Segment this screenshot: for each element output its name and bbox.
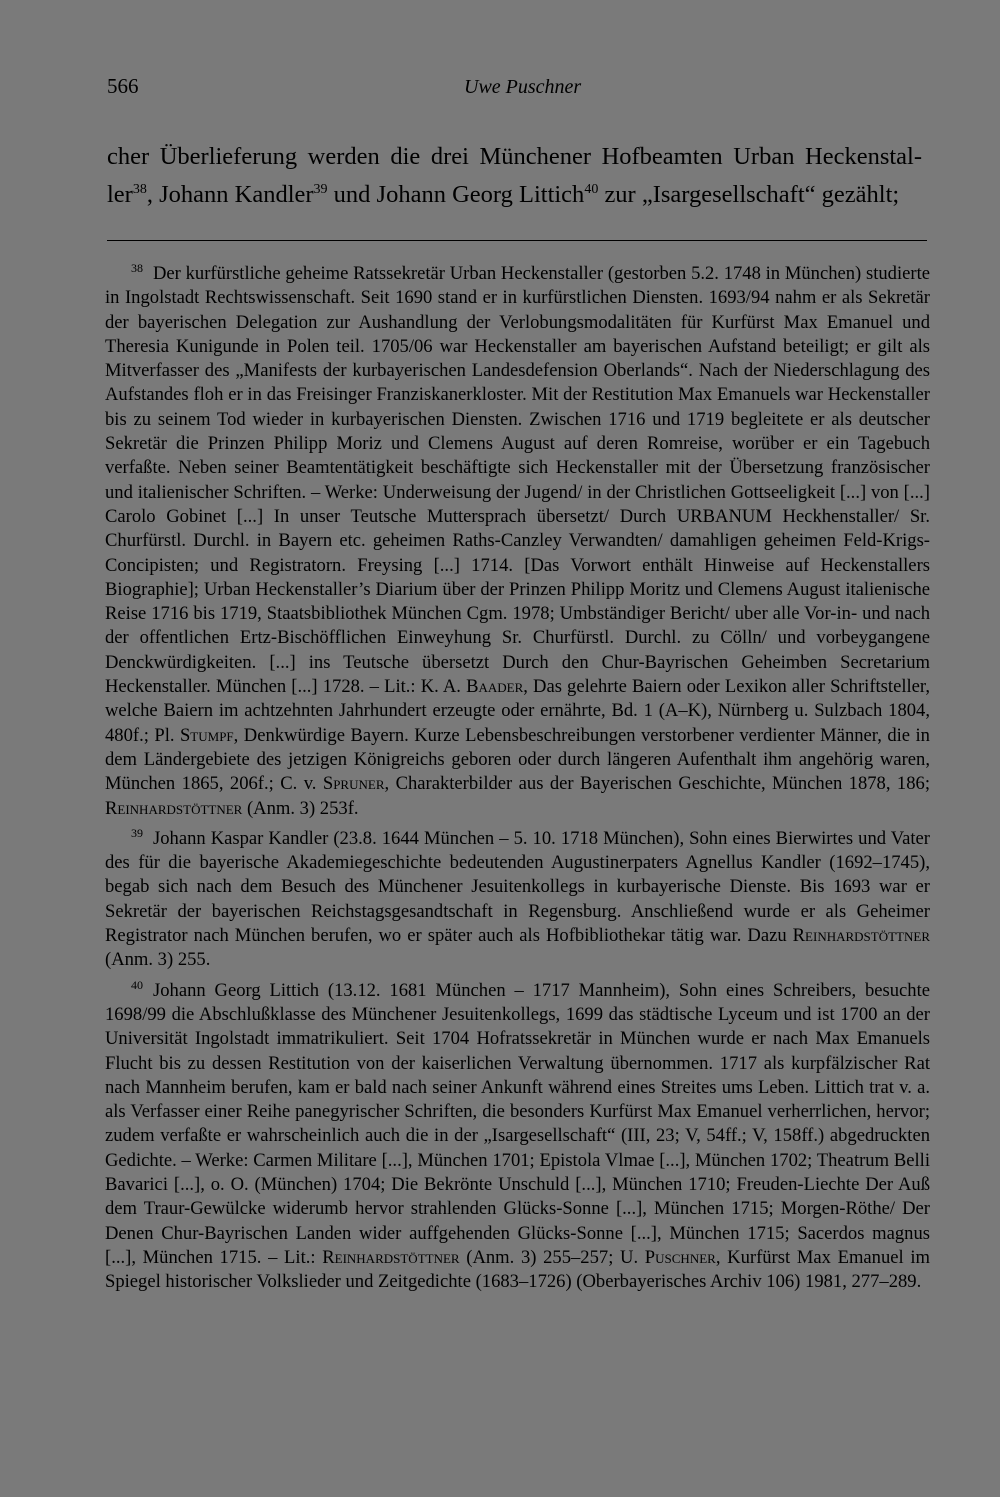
running-head: Uwe Puschner (464, 76, 582, 98)
page-header (107, 74, 922, 104)
footnote-separator (107, 240, 927, 241)
footnote-ref-38[interactable]: 38 (132, 182, 147, 197)
body-line-1: cher Überlieferung werden die drei Münchener Hofbeamten Urban Heckenstal- (107, 143, 922, 170)
footnote-39: 39 Johann Kaspar Kandler (23.8. 1644 München – 5. 10. 1718 München), Sohn eines Bierwirtes und Vater des für die bayerische Akademiegeschichte bedeutenden Augustinerpaters Agnellus Kandler (1692–1745), begab sich nach dem Besuch des Münchener Jesuitenkollegs in kurbayerische Dienste. Bis 1693 war er Sekretär der bayerischen Reichstagsgesandtschaft in Regensburg. Anschließend wurde er als Geheimer Registrator nach München berufen, wo er später auch als Hofbibliothekar tätig war. Dazu Reinhardstöttner (Anm. 3) 255. (105, 821, 930, 973)
footnotes (105, 256, 930, 1294)
footnote-number: 40 (131, 977, 143, 992)
page-number: 566 (107, 74, 139, 98)
footnote-number: 39 (131, 825, 143, 840)
footnote-ref-40[interactable]: 40 (584, 182, 599, 197)
footnote-40: 40 Johann Georg Littich (13.12. 1681 München – 1717 Mannheim), Sohn eines Schreibers, besuchte 1698/99 die Abschlußklasse des Münchener Jesuitenkollegs, 1699 das städtische Lyceum und ist 1700 an der Universität Ingolstadt immatrikuliert. Seit 1704 Hofratssekretär in München wurde er nach Max Emanuels Flucht bis zu dessen Restitution von der kaiserlichen Verwaltung übernommen. 1717 als kurpfälzischer Rat nach Mannheim berufen, kam er bald nach seiner Ankunft während eines Streites ums Leben. Littich trat v. a. als Verfasser einer Reihe panegyrischer Schriften, die besonders Kurfürst Max Emanuel verherrlichen, hervor; zudem verfaßte er wahrscheinlich auch die in der „Isargesellschaft“ (III, 23; V, 54ff.; V, 158ff.) abgedruckten Gedichte. – Werke: Carmen Militare [...], München 1701; Epistola Vlmae [...], München 1702; Theatrum Belli Bavarici [...], o. O. (München) 1704; Die Bekrönte Unschuld [...], München 1710; Freuden-Liechte Der Auß dem Traur-Gewülcke widerumb hervor strahlenden Glücks-Sonne [...], München 1715; Morgen-Röthe/ Der Denen Chur-Bayrischen Landen wider auffgehenden Glücks-Sonne [...], München 1715; Sacerdos magnus [...], München 1715. – Lit.: Reinhardstöttner (Anm. 3) 255–257; U. Puschner, Kurfürst Max Emanuel im Spiegel historischer Volkslieder und Zeitgedichte (1683–1726) (Oberbayerisches Archiv 106) 1981, 277–289. (105, 973, 930, 1295)
footnote-38: 38 Der kurfürstliche geheime Ratssekretär Urban Heckenstaller (gestorben 5.2. 1748 in München) studierte in Ingolstadt Rechtswissenschaft. Seit 1690 stand er in kurfürstlichen Diensten. 1693/94 nahm er als Sekretär der bayerischen Delegation zur Aushandlung der Verlobungsmodalitäten für Kurfürst Max Emanuel und Theresia Kunigunde in Polen teil. 1705/06 war Heckenstaller am bayerischen Aufstand beteiligt; er gilt als Mitverfasser des „Manifests der kurbayerischen Landesdefension Oberlands“. Nach der Niederschlagung des Aufstandes floh er in das Freisinger Franziskanerkloster. Mit der Restitution Max Emanuels war Heckenstaller bis zu seinem Tod wieder in kurbayerischen Diensten. Zwischen 1716 und 1719 begleitete er als deutscher Sekretär die Prinzen Philipp Moriz und Clemens August auf deren Romreise, worüber er ein Tagebuch verfaßte. Neben seiner Beamtentätigkeit beschäftigte sich Heckenstaller mit der Übersetzung französischer und italienischer Schriften. – Werke: Underweisung der Jugend/ in der Christlichen Gottseeligkeit [...] von [...] Carolo Gobinet [...] In unser Teutsche Muttersprach übersetzt/ Durch URBANUM Heckhenstaller/ Sr. Churfürstl. Durchl. in Bayern etc. geheimen Raths-Canzley Verwandten/ damahligen geheimen Feld-Krigs-Concipisten; und Registratorn. Freysing [...] 1714. [Das Vorwort enthält Hinweise auf Heckenstallers Biographie]; Urban Heckenstaller’s Diarium über der Prinzen Philipp Moritz und Clemens August italienische Reise 1716 bis 1719, Staatsbibliothek München Cgm. 1978; Umbständiger Bericht/ uber alle Vor-in- und nach der offentlichen Ertz-Bischöfflichen Einweyhung Sr. Churfürstl. Durchl. zu Cölln/ und vorbeygangene Denckwürdigkeiten. [...] ins Teutsche übersetzt Durch den Chur-Bayrischen Geheimben Secretarium Heckenstaller. München [...] 1728. – Lit.: K. A. Baader, Das gelehrte Baiern oder Lexikon aller Schriftsteller, welche Baiern im achtzehnten Jahrhundert erzeugte oder ernährte, Bd. 1 (A–K), Nürnberg u. Sulzbach 1804, 480f.; Pl. Stumpf, Denkwürdige Bayern. Kurze Lebensbeschreibungen verstorbener verdienter Männer, die in dem Ländergebiete des jetzigen Königreichs geboren oder durch längeren Aufenthalt ihm angehörig waren, München 1865, 206f.; C. v. Spruner, Charakterbilder aus der Bayerischen Geschichte, München 1878, 186; Reinhardstöttner (Anm. 3) 253f. (105, 256, 930, 821)
footnote-ref-39[interactable]: 39 (313, 182, 328, 197)
footnote-number: 38 (131, 261, 143, 275)
main-text (107, 140, 922, 211)
body-line-2: ler$^{38}$, Johann Kandler$^{39}$ und Johann Georg Littich$^{40}$ zur „Isargesellschaft“ gezählt; (107, 181, 900, 209)
